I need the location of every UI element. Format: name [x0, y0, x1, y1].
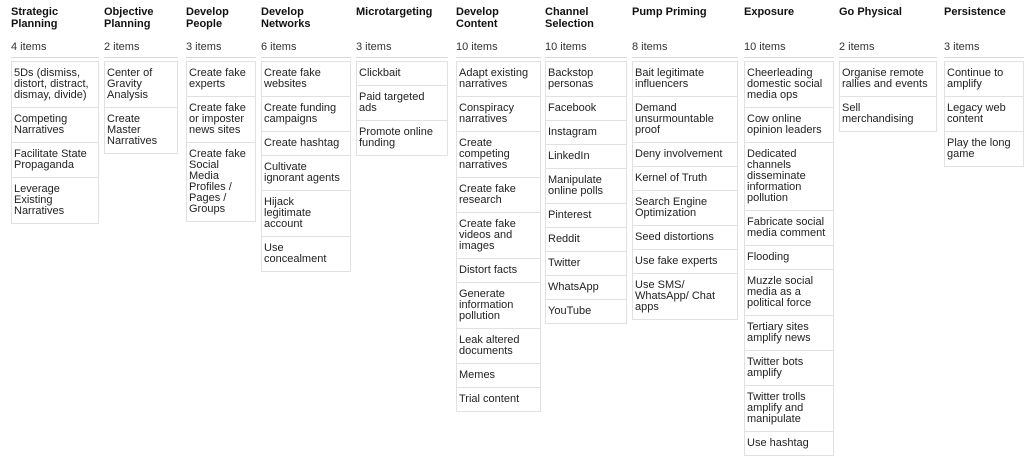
technique-card[interactable]: Fabricate social media comment: [744, 211, 834, 246]
technique-card[interactable]: Legacy web content: [944, 97, 1024, 132]
technique-card[interactable]: Create fake or imposter news sites: [186, 97, 256, 143]
technique-card[interactable]: Backstop personas: [545, 61, 627, 97]
column-title: Strategic Planning: [11, 6, 59, 30]
column-title: Develop Networks: [261, 6, 311, 30]
technique-card[interactable]: Conspiracy narratives: [456, 97, 541, 132]
technique-card[interactable]: Leverage Existing Narratives: [11, 178, 99, 224]
technique-list: [545, 61, 627, 324]
technique-card[interactable]: Flooding: [744, 246, 834, 270]
technique-card[interactable]: Generate information pollution: [456, 283, 541, 329]
technique-card[interactable]: Use concealment: [261, 237, 351, 272]
technique-list: [744, 61, 834, 456]
column-divider: [632, 57, 738, 58]
column-title: Develop Content: [456, 6, 499, 30]
column-divider: [11, 57, 99, 58]
technique-list: [456, 61, 541, 412]
technique-card[interactable]: Twitter bots amplify: [744, 351, 834, 386]
technique-card[interactable]: Continue to amplify: [944, 61, 1024, 97]
technique-card[interactable]: Promote online funding: [356, 121, 448, 156]
technique-card[interactable]: Muzzle social media as a political force: [744, 270, 834, 316]
technique-card[interactable]: Sell merchandising: [839, 97, 937, 132]
technique-list: [839, 61, 937, 132]
technique-list: [356, 61, 448, 156]
technique-card[interactable]: Create Master Narratives: [104, 108, 178, 154]
technique-card[interactable]: Cultivate ignorant agents: [261, 156, 351, 191]
technique-card[interactable]: Reddit: [545, 228, 627, 252]
column-item-count: 10 items: [545, 41, 587, 53]
technique-card[interactable]: Create competing narratives: [456, 132, 541, 178]
column-divider: [186, 57, 256, 58]
technique-card[interactable]: Organise remote rallies and events: [839, 61, 937, 97]
technique-card[interactable]: Hijack legitimate account: [261, 191, 351, 237]
technique-card[interactable]: Paid targeted ads: [356, 86, 448, 121]
column-title: Go Physical: [839, 6, 902, 18]
technique-card[interactable]: Create hashtag: [261, 132, 351, 156]
column-divider: [104, 57, 178, 58]
technique-card[interactable]: Adapt existing narratives: [456, 61, 541, 97]
technique-card[interactable]: Play the long game: [944, 132, 1024, 167]
technique-list: [261, 61, 351, 272]
column-item-count: 3 items: [944, 41, 980, 53]
technique-card[interactable]: Facebook: [545, 97, 627, 121]
technique-card[interactable]: Deny involvement: [632, 143, 738, 167]
technique-card[interactable]: Use SMS/ WhatsApp/ Chat apps: [632, 274, 738, 320]
technique-list: [186, 61, 256, 222]
column-title: Channel Selection: [545, 6, 594, 30]
column-title: Microtargeting: [356, 6, 433, 18]
technique-list: [944, 61, 1024, 167]
technique-card[interactable]: Manipulate online polls: [545, 169, 627, 204]
technique-card[interactable]: Trial content: [456, 388, 541, 412]
technique-card[interactable]: Create fake experts: [186, 61, 256, 97]
column-divider: [261, 57, 351, 58]
technique-card[interactable]: Search Engine Optimization: [632, 191, 738, 226]
technique-list: [632, 61, 738, 320]
technique-card[interactable]: Bait legitimate influencers: [632, 61, 738, 97]
technique-card[interactable]: Leak altered documents: [456, 329, 541, 364]
technique-card[interactable]: Create fake videos and images: [456, 213, 541, 259]
technique-card[interactable]: Competing Narratives: [11, 108, 99, 143]
column-title: Pump Priming: [632, 6, 707, 18]
technique-card[interactable]: Seed distortions: [632, 226, 738, 250]
technique-card[interactable]: YouTube: [545, 300, 627, 324]
column-item-count: 2 items: [104, 41, 140, 53]
column-divider: [456, 57, 541, 58]
column-divider: [356, 57, 448, 58]
technique-card[interactable]: Use fake experts: [632, 250, 738, 274]
column-item-count: 2 items: [839, 41, 875, 53]
technique-card[interactable]: Create fake websites: [261, 61, 351, 97]
column-item-count: 3 items: [186, 41, 222, 53]
technique-card[interactable]: LinkedIn: [545, 145, 627, 169]
technique-card[interactable]: Kernel of Truth: [632, 167, 738, 191]
technique-card[interactable]: Twitter: [545, 252, 627, 276]
column-title: Persistence: [944, 6, 1006, 18]
column-title: Objective Planning: [104, 6, 154, 30]
column-title: Exposure: [744, 6, 795, 18]
technique-card[interactable]: Center of Gravity Analysis: [104, 61, 178, 108]
column-title: Develop People: [186, 6, 229, 30]
technique-card[interactable]: Clickbait: [356, 61, 448, 86]
column-item-count: 8 items: [632, 41, 668, 53]
column-divider: [839, 57, 937, 58]
technique-card[interactable]: Create fake research: [456, 178, 541, 213]
technique-card[interactable]: Create funding campaigns: [261, 97, 351, 132]
column-item-count: 10 items: [744, 41, 786, 53]
technique-card[interactable]: Dedicated channels disseminate information pollution: [744, 143, 834, 211]
technique-card[interactable]: Cow online opinion leaders: [744, 108, 834, 143]
technique-card[interactable]: Tertiary sites amplify news: [744, 316, 834, 351]
technique-card[interactable]: WhatsApp: [545, 276, 627, 300]
column-divider: [744, 57, 834, 58]
column-item-count: 3 items: [356, 41, 392, 53]
technique-list: [104, 61, 178, 154]
technique-card[interactable]: Create fake Social Media Profiles / Pages / Groups: [186, 143, 256, 222]
column-divider: [545, 57, 627, 58]
technique-card[interactable]: 5Ds (dismiss, distort, distract, dismay, divide): [11, 61, 99, 108]
technique-card[interactable]: Memes: [456, 364, 541, 388]
column-item-count: 6 items: [261, 41, 297, 53]
technique-card[interactable]: Demand unsurmountable proof: [632, 97, 738, 143]
technique-card[interactable]: Twitter trolls amplify and manipulate: [744, 386, 834, 432]
column-divider: [944, 57, 1024, 58]
technique-list: [11, 61, 99, 224]
technique-card[interactable]: Distort facts: [456, 259, 541, 283]
technique-card[interactable]: Instagram: [545, 121, 627, 145]
column-item-count: 4 items: [11, 41, 47, 53]
technique-card[interactable]: Use hashtag: [744, 432, 834, 456]
column-item-count: 10 items: [456, 41, 498, 53]
technique-card[interactable]: Facilitate State Propaganda: [11, 143, 99, 178]
technique-card[interactable]: Cheerleading domestic social media ops: [744, 61, 834, 108]
technique-card[interactable]: Pinterest: [545, 204, 627, 228]
